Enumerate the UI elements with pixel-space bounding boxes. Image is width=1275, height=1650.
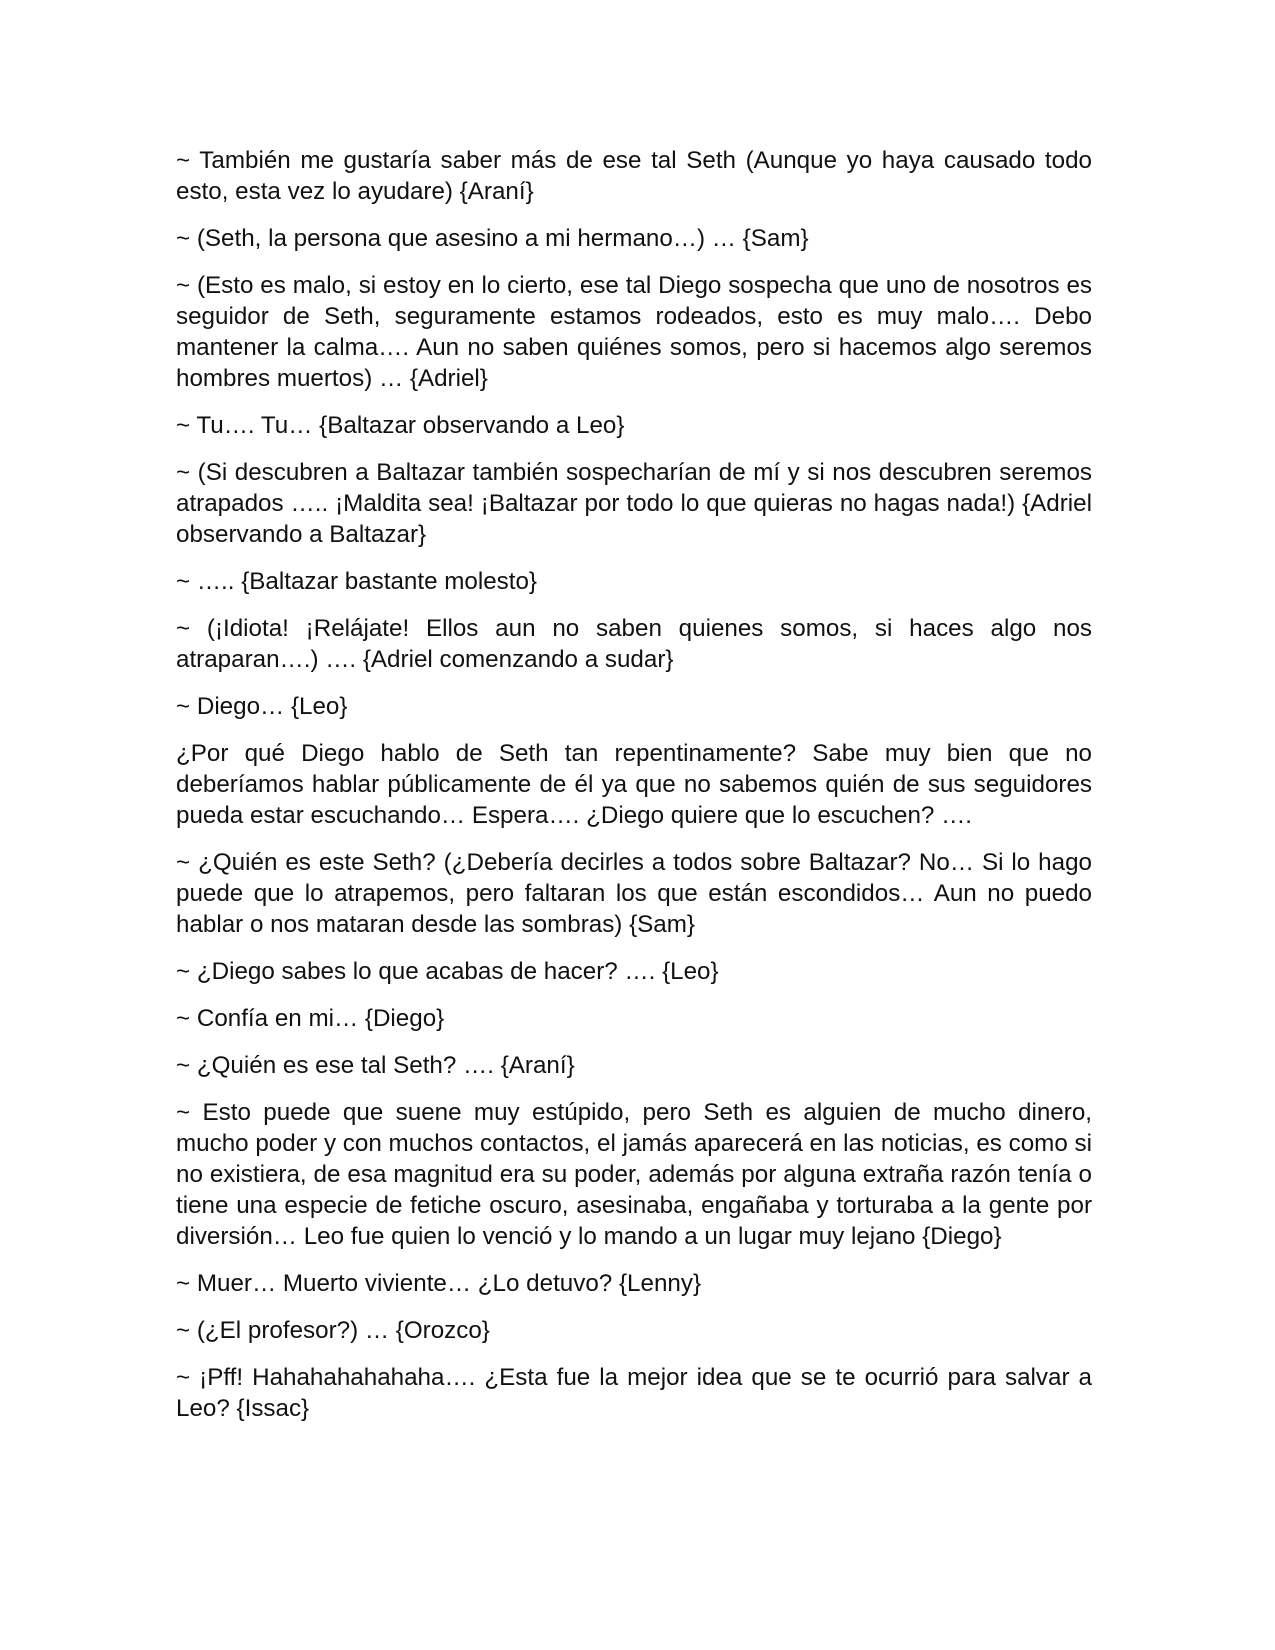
document-body <box>176 145 1092 1440</box>
paragraph: ~ Esto puede que suene muy estúpido, pero Seth es alguien de mucho dinero, mucho poder y con muchos contactos, el jamás aparecerá en las noticias, es como si no existiera, de esa magnitud era su poder, además por alguna extraña razón tenía o tiene una especie de fetiche oscuro, asesinaba, engañaba y torturaba a la gente por diversión… Leo fue quien lo venció y lo mando a un lugar muy lejano {Diego} <box>176 1099 1092 1250</box>
paragraph: ~ ….. {Baltazar bastante molesto} <box>176 568 538 595</box>
paragraph: ~ Diego… {Leo} <box>176 693 348 720</box>
paragraph: ~ (Esto es malo, si estoy en lo cierto, ese tal Diego sospecha que uno de nosotros es seguidor de Seth, seguramente estamos rodeados, esto es muy malo…. Debo mantener la calma…. Aun no saben quiénes somos, pero si hacemos algo seremos hombres muertos) … {Adriel} <box>176 272 1092 392</box>
paragraph: ~ (¿El profesor?) … {Orozco} <box>176 1317 490 1344</box>
paragraph: ~ Confía en mi… {Diego} <box>176 1005 445 1032</box>
paragraph: ~ ¡Pff! Hahahahahahaha…. ¿Esta fue la mejor idea que se te ocurrió para salvar a Leo? {Issac} <box>176 1364 1092 1422</box>
paragraph: ~ Tu…. Tu… {Baltazar observando a Leo} <box>176 412 625 439</box>
paragraph: ~ ¿Quién es ese tal Seth? …. {Araní} <box>176 1052 575 1079</box>
paragraph: ~ ¿Quién es este Seth? (¿Debería decirles a todos sobre Baltazar? No… Si lo hago puede que lo atrapemos, pero faltaran los que están escondidos… Aun no puedo hablar o nos mataran desde las sombras) {Sam} <box>176 849 1092 938</box>
paragraph: ~ Muer… Muerto viviente… ¿Lo detuvo? {Lenny} <box>176 1270 702 1297</box>
paragraph: ~ También me gustaría saber más de ese tal Seth (Aunque yo haya causado todo esto, esta vez lo ayudare) {Araní} <box>176 147 1092 205</box>
paragraph: ~ (Seth, la persona que asesino a mi hermano…) … {Sam} <box>176 225 809 252</box>
paragraph: ~ ¿Diego sabes lo que acabas de hacer? …. {Leo} <box>176 958 719 985</box>
paragraph: ~ (Si descubren a Baltazar también sospecharían de mí y si nos descubren seremos atrapados ….. ¡Maldita sea! ¡Baltazar por todo lo que quieras no hagas nada!) {Adriel observando a Baltazar} <box>176 459 1092 548</box>
paragraph: ¿Por qué Diego hablo de Seth tan repentinamente? Sabe muy bien que no deberíamos hablar públicamente de él ya que no sabemos quién de sus seguidores pueda estar escuchando… Espera…. ¿Diego quiere que lo escuchen? …. <box>176 740 1092 829</box>
paragraph: ~ (¡Idiota! ¡Relájate! Ellos aun no saben quienes somos, si haces algo nos atraparan….) …. {Adriel comenzando a sudar} <box>176 615 1092 673</box>
